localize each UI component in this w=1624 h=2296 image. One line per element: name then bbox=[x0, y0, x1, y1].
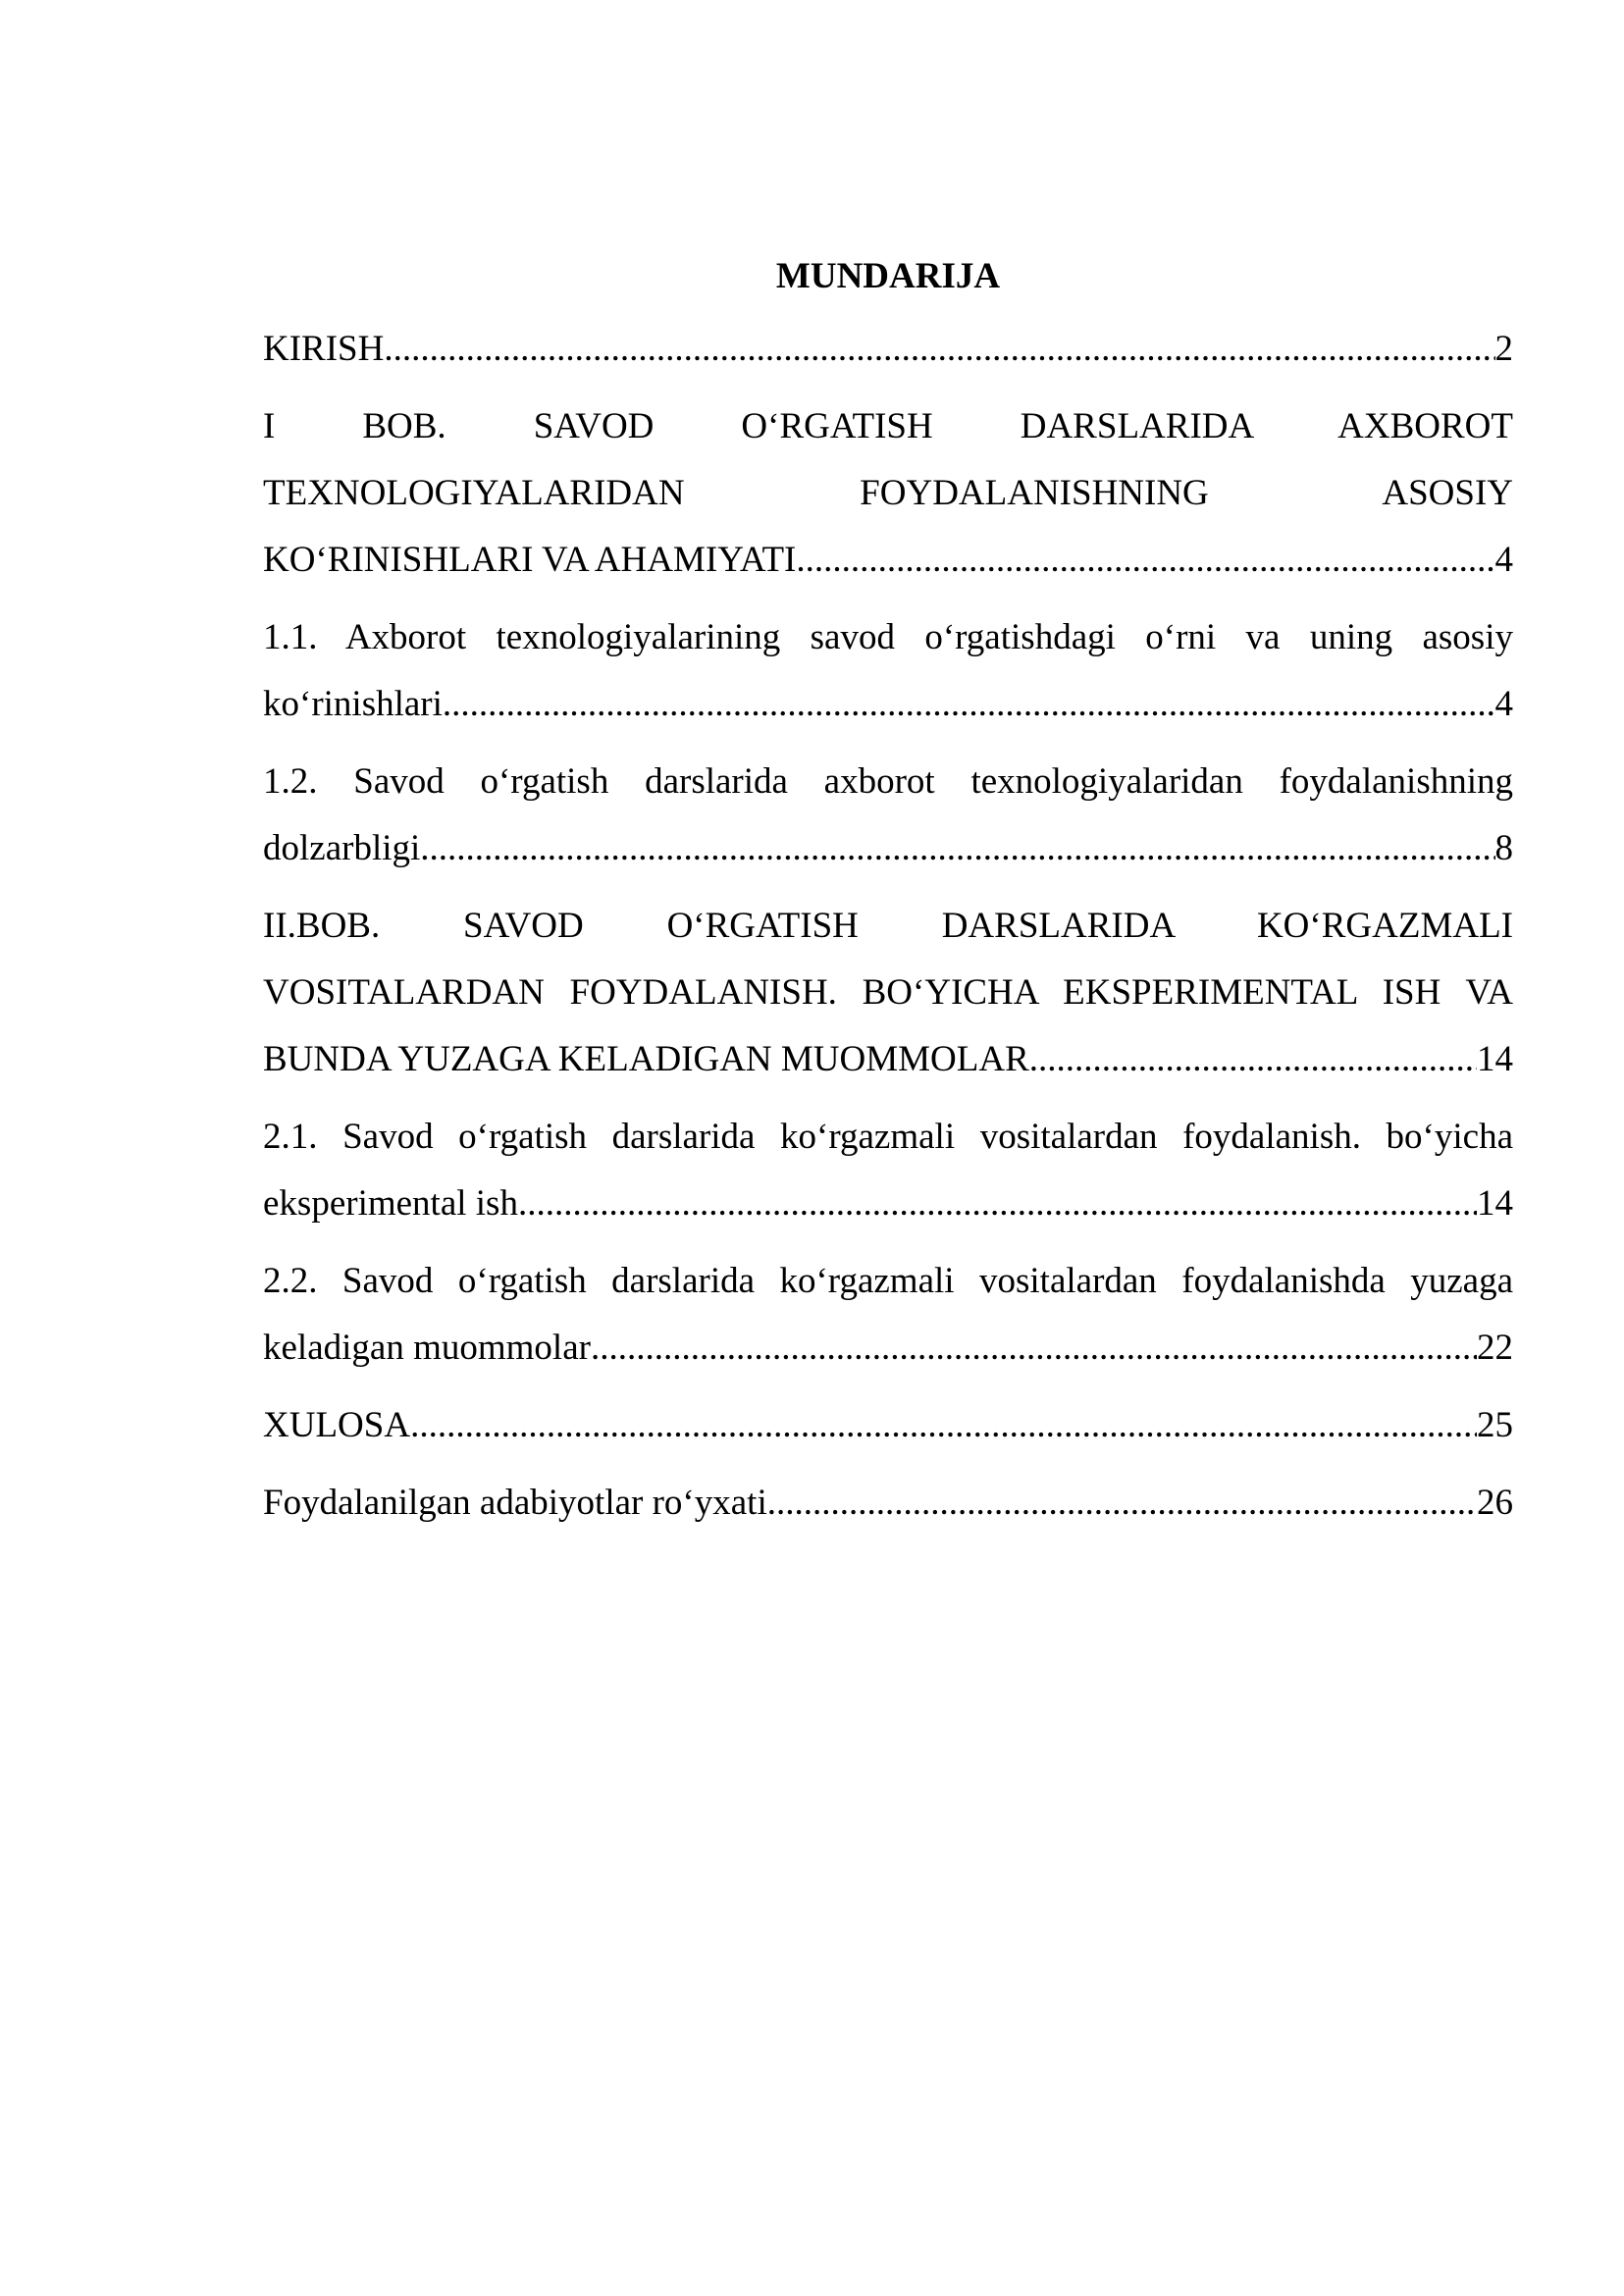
toc-title: MUNDARIJA bbox=[775, 256, 1001, 296]
toc-page-number: 4 bbox=[1494, 684, 1513, 724]
toc-entry-line bbox=[263, 527, 1513, 594]
toc-entry-line bbox=[263, 815, 1513, 882]
toc-entry-section-1-1[interactable] bbox=[263, 604, 1513, 738]
toc-page-number: 25 bbox=[1477, 1405, 1513, 1445]
toc-entry-label: keladigan muommolar bbox=[263, 1328, 591, 1368]
toc-entry-label: BUNDA YUZAGA KELADIGAN MUOMMOLAR bbox=[263, 1039, 1029, 1079]
toc-entry-section-2-2[interactable] bbox=[263, 1248, 1513, 1382]
dot-leader bbox=[1029, 1026, 1477, 1093]
toc-entry-line bbox=[263, 1470, 1513, 1537]
toc-entry-line: 1.2. Savod o‘rgatish darslarida axborot texnologiyalaridan foydalanishning bbox=[263, 761, 1513, 802]
toc-page-number: 22 bbox=[1477, 1328, 1513, 1368]
toc-page-number: 8 bbox=[1494, 828, 1513, 868]
toc-entry-line: TEXNOLOGIYALARIDAN FOYDALANISHNING ASOSIY bbox=[263, 473, 1513, 513]
dot-leader bbox=[796, 527, 1494, 594]
toc-entry-line: I BOB. SAVOD O‘RGATISH DARSLARIDA AXBOROT bbox=[263, 406, 1513, 446]
toc-entry-line bbox=[263, 1315, 1513, 1382]
table-of-contents bbox=[263, 253, 1513, 1547]
dot-leader bbox=[518, 1171, 1477, 1237]
toc-entry-label: ko‘rinishlari bbox=[263, 684, 443, 724]
toc-entry-section-1-2[interactable] bbox=[263, 749, 1513, 882]
toc-entry-label: XULOSA bbox=[263, 1405, 411, 1445]
toc-entry-label: dolzarbligi bbox=[263, 828, 421, 868]
toc-entry-chapter-2[interactable] bbox=[263, 893, 1513, 1093]
toc-entry-label: eksperimental ish bbox=[263, 1183, 518, 1224]
toc-page-number: 2 bbox=[1494, 329, 1513, 369]
dot-leader bbox=[384, 316, 1494, 383]
toc-entry-label: KIRISH bbox=[263, 329, 385, 369]
toc-entry-kirish[interactable] bbox=[263, 316, 1513, 383]
toc-page-number: 26 bbox=[1477, 1483, 1513, 1523]
toc-entry-line: 1.1. Axborot texnologiyalarining savod o‘rgatishdagi o‘rni va uning asosiy bbox=[263, 617, 1513, 657]
toc-page-number: 14 bbox=[1477, 1039, 1513, 1079]
toc-entry-label: Foydalanilgan adabiyotlar ro‘yxati bbox=[263, 1483, 767, 1523]
toc-entry-line bbox=[263, 1171, 1513, 1237]
toc-entry-line bbox=[263, 1392, 1513, 1459]
toc-entry-line bbox=[263, 316, 1513, 383]
dot-leader bbox=[591, 1315, 1477, 1382]
toc-entry-bibliography[interactable] bbox=[263, 1470, 1513, 1537]
dot-leader bbox=[420, 815, 1494, 882]
toc-page-number: 4 bbox=[1494, 540, 1513, 580]
toc-entry-section-2-1[interactable] bbox=[263, 1104, 1513, 1237]
dot-leader bbox=[767, 1470, 1477, 1537]
toc-entry-line bbox=[263, 671, 1513, 738]
toc-entry-line: II.BOB. SAVOD O‘RGATISH DARSLARIDA KO‘RGAZMALI bbox=[263, 906, 1513, 946]
toc-entry-line: 2.1. Savod o‘rgatish darslarida ko‘rgazmali vositalardan foydalanish. bo‘yicha bbox=[263, 1117, 1513, 1157]
toc-entry-label: KO‘RINISHLARI VA AHAMIYATI bbox=[263, 540, 797, 580]
toc-entry-line bbox=[263, 1026, 1513, 1093]
toc-entry-xulosa[interactable] bbox=[263, 1392, 1513, 1459]
toc-entry-line: 2.2. Savod o‘rgatish darslarida ko‘rgazmali vositalardan foydalanishda yuzaga bbox=[263, 1261, 1513, 1301]
toc-entry-line: VOSITALARDAN FOYDALANISH. BO‘YICHA EKSPERIMENTAL ISH VA bbox=[263, 972, 1513, 1013]
dot-leader bbox=[443, 671, 1495, 738]
toc-entry-chapter-1[interactable] bbox=[263, 393, 1513, 594]
dot-leader bbox=[410, 1392, 1477, 1459]
toc-page-number: 14 bbox=[1477, 1183, 1513, 1224]
